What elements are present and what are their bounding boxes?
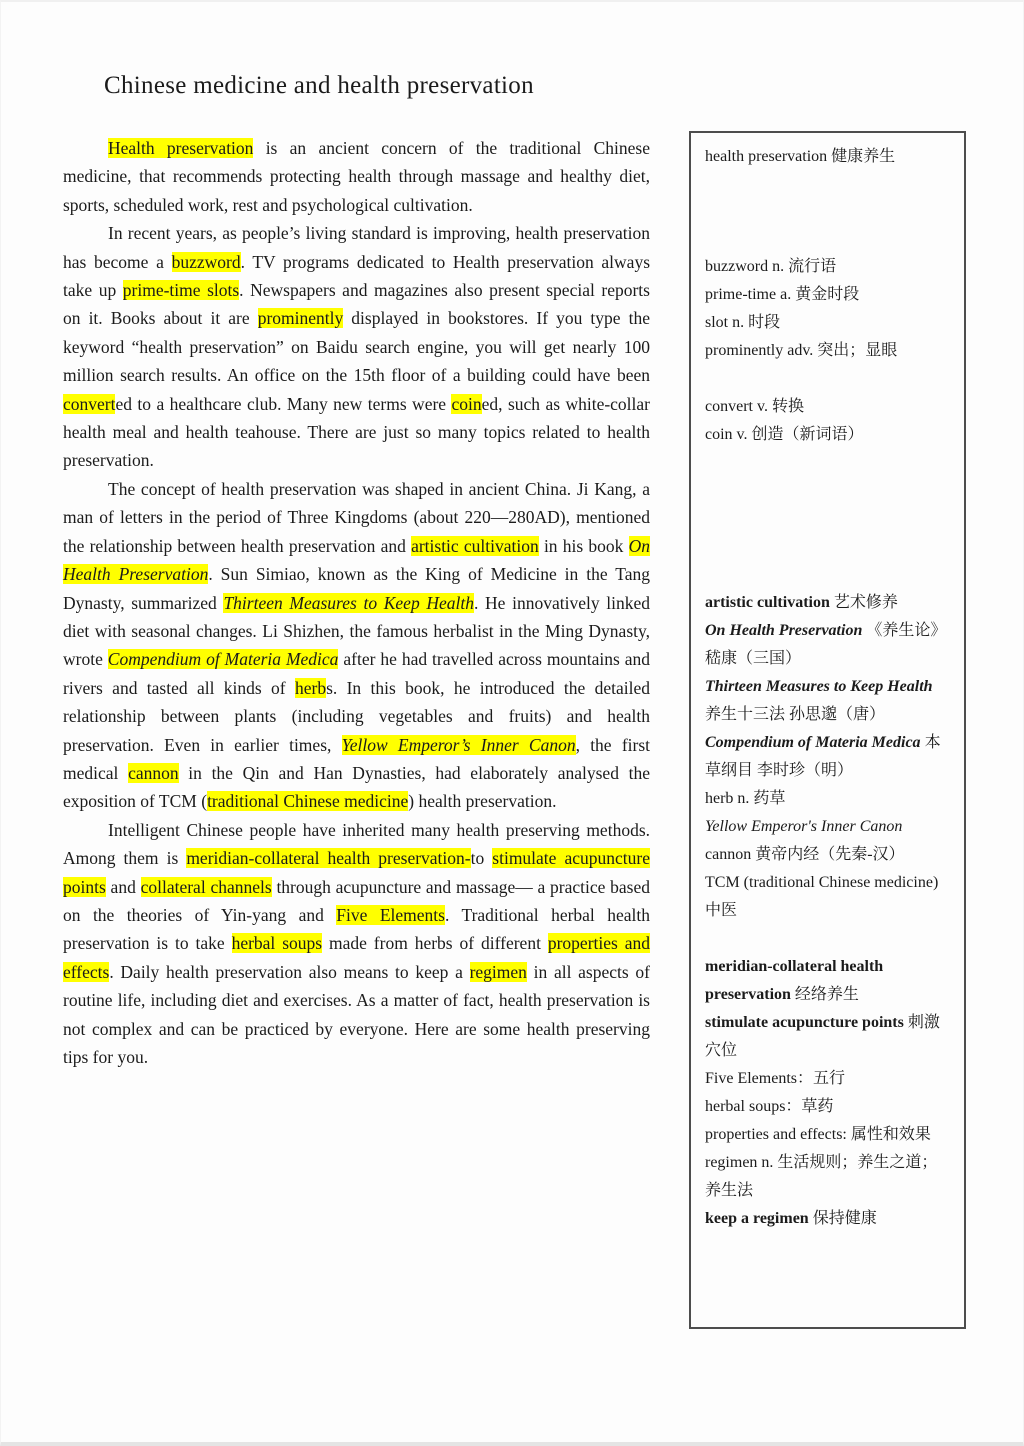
vocab-text: herbal soups：草药 — [705, 1098, 834, 1115]
vocab-entry — [705, 1205, 952, 1233]
vocab-entry — [705, 337, 952, 365]
text-segment: and — [105, 876, 141, 897]
text-segment: ed, such as white-collar health meal and health teahouse. There are just so many topics related to health preservation. — [63, 393, 650, 471]
vocab-text: prime-time a. 黄金时段 — [705, 286, 860, 303]
highlighted-term: Compendium of Materia Medica — [107, 649, 339, 670]
highlighted-term: On Health Preservation — [63, 535, 650, 585]
text-segment: is an ancient concern of the traditional Chinese medicine, that recommends protecting health through massage and healthy diet, sports, scheduled work, rest and psychological cultivation. — [63, 138, 650, 215]
vocab-text: coin v. 创造（新词语） — [705, 426, 864, 443]
highlighted-term: herb — [294, 677, 327, 698]
vocab-text: prominently adv. 突出；显眼 — [705, 342, 898, 359]
vocab-term: stimulate acupuncture points — [705, 1014, 904, 1031]
vocab-text: cannon 黄帝内经（先秦-汉） — [705, 846, 905, 863]
page-title: Chinese medicine and health preservation — [104, 72, 534, 99]
vocab-entry — [705, 785, 952, 813]
vocab-text: slot n. 时段 — [705, 314, 781, 331]
vocab-entry — [705, 869, 952, 925]
vocab-entry — [705, 393, 952, 421]
text-segment: s. In this book, he introduced the detailed relationship between plants (including vegetables and fruits) and health preservation. Even in earlier times, — [63, 677, 650, 755]
text-segment: In recent years, as people’s living standard is improving, health preservation has become a — [63, 223, 650, 272]
vocab-entry — [705, 673, 952, 729]
highlighted-term: Thirteen Measures to Keep Health — [223, 592, 474, 613]
vocab-group — [705, 393, 952, 449]
highlighted-term: herbal soups — [231, 933, 323, 954]
text-segment: . Daily health preservation also means to keep a — [109, 961, 470, 982]
vocab-term: meridian-collateral health preservation — [705, 958, 884, 1003]
vocab-text: 养生十三法 孙思邈（唐） — [705, 706, 886, 723]
article-paragraph — [63, 134, 650, 219]
highlighted-term: Yellow Emperor’s Inner Canon — [341, 734, 576, 755]
text-segment: ed to a healthcare club. Many new terms were — [115, 393, 452, 414]
vocab-entry — [705, 953, 952, 1009]
highlighted-term: traditional Chinese medicine — [207, 791, 409, 812]
highlighted-term: Five Elements — [336, 904, 445, 925]
vocab-entry — [705, 813, 952, 869]
vocab-term: Compendium of Materia Medica — [705, 734, 921, 751]
text-segment: to — [470, 848, 493, 869]
vocab-entry — [705, 617, 952, 673]
text-segment: . TV programs dedicated to Health preservation always take up — [63, 251, 650, 301]
vocab-entry — [705, 253, 952, 281]
vocab-text: 《养生论》嵇康（三国） — [705, 622, 947, 667]
highlighted-term: artistic cultivation — [411, 535, 539, 556]
text-segment: in the Qin and Han Dynasties, had elaborately analysed the exposition of TCM ( — [63, 762, 650, 812]
vocab-box — [689, 131, 966, 1329]
vocab-text: 艺术修养 — [829, 594, 898, 611]
vocab-entry — [705, 729, 952, 785]
highlighted-term: regimen — [469, 961, 527, 982]
vocab-text: regimen n. 生活规则；养生之道；养生法 — [705, 1154, 938, 1199]
vocab-term: artistic cultivation — [705, 594, 830, 611]
article-paragraph — [63, 219, 650, 475]
vocab-group — [705, 253, 952, 365]
article-paragraph — [63, 475, 650, 816]
text-segment: . Sun Simiao, known as the King of Medicine in the Tang Dynasty, summarized — [63, 564, 650, 613]
text-segment: , the first medical — [63, 734, 651, 783]
vocab-entry — [705, 143, 952, 171]
text-segment: displayed in bookstores. If you type the keyword “health preservation” on Baidu search engine, you will get nearly 100 million search results. An office on the 15th floor of a building could have been — [63, 308, 650, 386]
vocab-entry — [705, 1009, 952, 1065]
vocab-text: 经络养生 — [790, 986, 859, 1003]
vocab-text: 本草纲目 李时珍（明） — [705, 734, 941, 779]
vocab-entry — [705, 281, 952, 309]
vocab-group — [705, 589, 952, 925]
highlighted-term: properties and effects — [63, 933, 650, 982]
vocab-text: buzzword n. 流行语 — [705, 258, 837, 275]
article-body — [63, 134, 650, 1071]
article-paragraph — [63, 816, 650, 1072]
text-segment: through acupuncture and massage— a practice based on the theories of Yin-yang and — [63, 876, 650, 925]
highlighted-term: collateral channels — [140, 876, 272, 897]
vocab-entry — [705, 1065, 952, 1093]
vocab-group — [705, 143, 952, 171]
vocab-text: 保持健康 — [808, 1210, 877, 1227]
vocab-text: health preservation 健康养生 — [705, 148, 896, 165]
highlighted-term: coin — [451, 393, 482, 414]
vocab-entry — [705, 309, 952, 337]
vocab-text: convert v. 转换 — [705, 398, 804, 415]
highlighted-term: convert — [63, 393, 116, 414]
highlighted-term: stimulate acupuncture points — [63, 848, 650, 897]
vocab-entry — [705, 1093, 952, 1121]
text-segment: in his book — [538, 535, 629, 556]
vocab-group — [705, 953, 952, 1233]
vocab-term: Thirteen Measures to Keep Health — [705, 678, 933, 695]
text-segment: in all aspects of routine life, including diet and exercises. As a matter of fact, health preservation is not complex and can be practiced by everyone. Here are some health preserving tips for you. — [63, 961, 650, 1067]
text-segment: The concept of health preservation was shaped in ancient China. Ji Kang, a man of letters in the period of Three Kingdoms (about 220—280AD), mentioned the relationship between health preservation and — [63, 478, 650, 556]
text-segment: after he had travelled across mountains and rivers and tasted all kinds of — [63, 649, 650, 698]
vocab-text: herb n. 药草 — [705, 790, 786, 807]
vocab-entry — [705, 1149, 952, 1205]
highlighted-term: prime-time slots — [122, 280, 240, 301]
text-segment: ) health preservation. — [408, 791, 557, 812]
vocab-term: keep a regimen — [705, 1210, 809, 1227]
vocab-text: properties and effects: 属性和效果 — [705, 1126, 931, 1143]
text-segment: . Traditional herbal health preservation is to take — [63, 904, 651, 954]
highlighted-term: cannon — [128, 762, 179, 783]
highlighted-term: meridian-collateral health preservation- — [186, 848, 471, 869]
text-segment: . Newspapers and magazines also present special reports on it. Books about it are — [63, 280, 650, 329]
text-segment: Intelligent Chinese people have inherited many health preserving methods. Among them is — [63, 819, 650, 869]
highlighted-term: Health preservation — [108, 138, 254, 158]
vocab-entry — [705, 1121, 952, 1149]
text-segment: . He innovatively linked diet with seasonal changes. Li Shizhen, the famous herbalist in the Ming Dynasty, wrote — [63, 592, 650, 670]
vocab-text: TCM (traditional Chinese medicine) 中医 — [705, 874, 939, 919]
vocab-term: Yellow Emperor's Inner Canon — [705, 818, 903, 835]
text-segment: made from herbs of different — [322, 933, 548, 954]
vocab-term: On Health Preservation — [705, 622, 863, 639]
vocab-entry — [705, 421, 952, 449]
vocab-entry — [705, 589, 952, 617]
highlighted-term: buzzword — [171, 251, 241, 272]
highlighted-term: prominently — [257, 308, 344, 329]
vocab-text: Five Elements：五行 — [705, 1070, 845, 1087]
vocab-text: 刺激穴位 — [705, 1014, 940, 1059]
